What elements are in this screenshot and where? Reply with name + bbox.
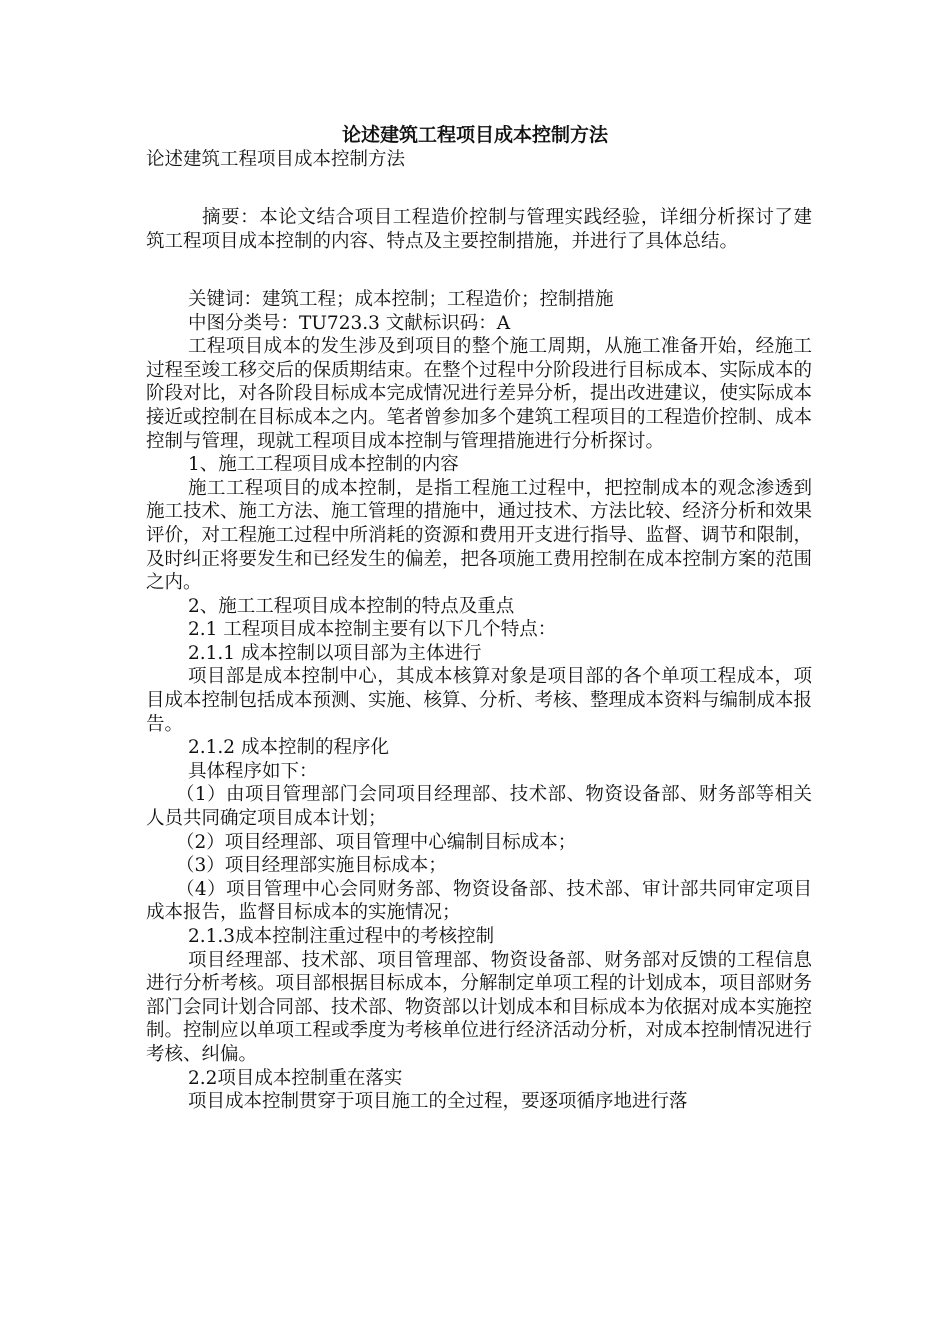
subsection-heading: 2.1 工程项目成本控制主要有以下几个特点：: [188, 619, 557, 641]
body-paragraph: 具体程序如下：: [188, 760, 318, 782]
spacer: [146, 277, 812, 288]
document-title: 论述建筑工程项目成本控制方法: [341, 124, 608, 146]
keywords-line: 关键词：建筑工程；成本控制；工程造价；控制措施: [188, 288, 614, 310]
body-paragraph: 项目经理部、技术部、项目管理部、物资设备部、财务部对反馈的工程信息进行分析考核。项目部根据目标成本，分解制定单项工程的计划成本，项目部财务部门会同计划合同部、技术部、物资部以计划成本和目标成本为依据对成本实施控制。控制应以单项工程或季度为考核单位进行经济活动分析，对成本控制情况进行考核、纠偏。: [146, 949, 813, 1065]
classification-line: 中图分类号：TU723.3 文献标识码：A: [188, 312, 511, 334]
list-item: （1）由项目管理部门会同项目经理部、技术部、物资设备部、财务部等相关人员共同确定项目成本计划；: [146, 784, 812, 830]
subtitle-line: 论述建筑工程项目成本控制方法: [146, 149, 406, 170]
document-body: [146, 148, 812, 1114]
subsection-heading: 2.1.1 成本控制以项目部为主体进行: [188, 642, 482, 664]
subsection-heading: 2.1.2 成本控制的程序化: [188, 737, 389, 759]
list-item: （4）项目管理中心会同财务部、物资设备部、技术部、审计部共同审定项目成本报告，监督目标成本的实施情况；: [146, 878, 812, 924]
body-paragraph: 项目部是成本控制中心，其成本核算对象是项目部的各个单项工程成本，项目成本控制包括成本预测、实施、核算、分析、考核、整理成本资料与编制成本报告。: [146, 666, 813, 735]
abstract-paragraph: 摘要：本论文结合项目工程造价控制与管理实践经验，详细分析探讨了建筑工程项目成本控制的内容、特点及主要控制措施，并进行了具体总结。: [146, 207, 812, 252]
section-heading: 2、施工工程项目成本控制的特点及重点: [188, 595, 515, 617]
body-paragraph: 工程项目成本的发生涉及到项目的整个施工周期，从施工准备开始，经施工过程至竣工移交后的保质期结束。在整个过程中分阶段进行目标成本、实际成本的阶段对比，对各阶段目标成本完成情况进行差异分析，提出改进建议，使实际成本接近或控制在目标成本之内。笔者曾参加多个建筑工程项目的工程造价控制、成本控制与管理，现就工程项目成本控制与管理措施进行分析探讨。: [146, 336, 813, 452]
body-paragraph: 项目成本控制贯穿于项目施工的全过程，要逐项循序地进行落: [188, 1091, 688, 1113]
subsection-heading: 2.1.3成本控制注重过程中的考核控制: [188, 926, 495, 947]
spacer: [146, 195, 812, 206]
spacer: [146, 172, 812, 196]
spacer: [146, 253, 812, 277]
section-heading: 1、施工工程项目成本控制的内容: [188, 454, 459, 476]
list-item: （2）项目经理部、项目管理中心编制目标成本；: [176, 831, 577, 853]
body-paragraph: 施工工程项目的成本控制，是指工程施工过程中，把控制成本的观念渗透到施工技术、施工方法、施工管理的措施中，通过技术、方法比较、经济分析和效果评价，对工程施工过程中所消耗的资源和费用开支进行指导、监督、调节和限制，及时纠正将要发生和已经发生的偏差，把各项施工费用控制在成本控制方案的范围之内。: [146, 477, 813, 594]
list-item: （3）项目经理部实施目标成本；: [176, 855, 447, 877]
subsection-heading: 2.2项目成本控制重在落实: [188, 1067, 403, 1089]
